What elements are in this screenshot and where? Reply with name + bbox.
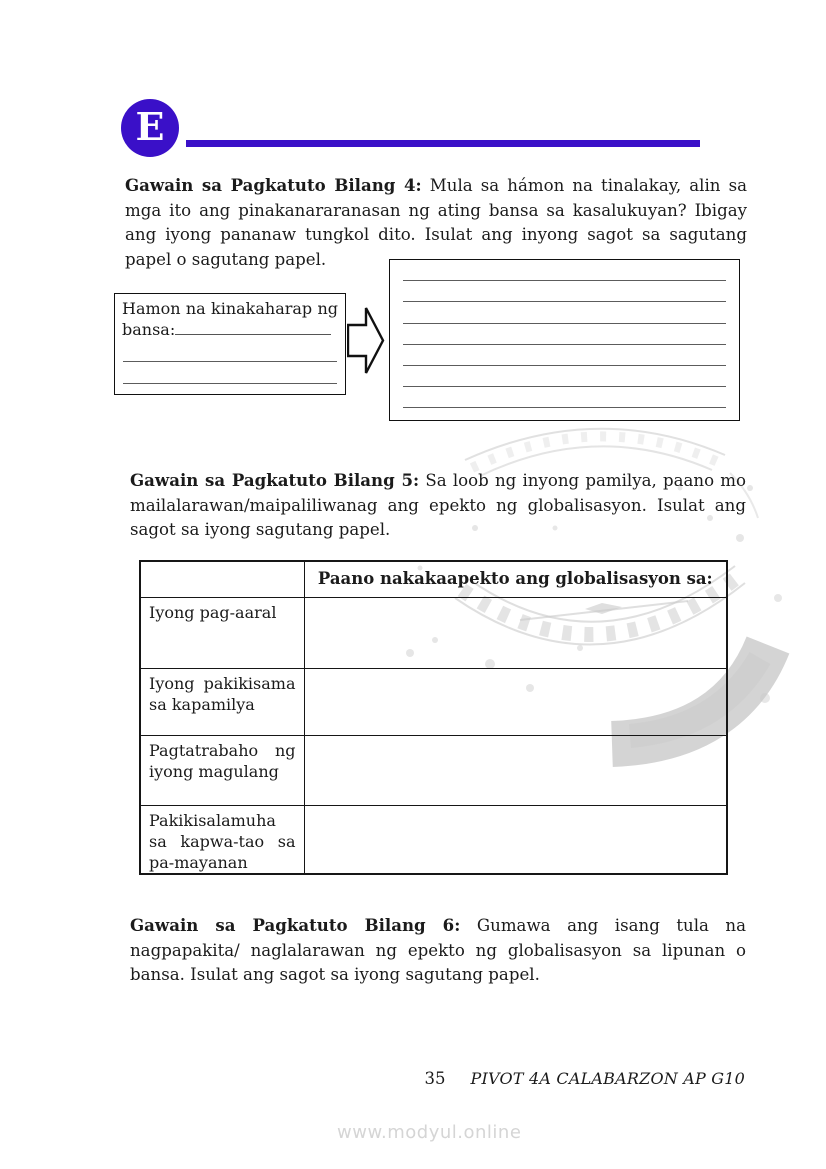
blank-answer-line <box>403 324 726 345</box>
impact-table <box>139 560 728 875</box>
table-header-cell: Paano nakakaapekto ang globalisasyon sa: <box>304 561 727 597</box>
activity-6-paragraph <box>130 913 746 988</box>
row-answer-cell <box>304 805 727 874</box>
activity-4-body: Mula sa hámon na tinalakay, alin sa mga ito ang pinakanararanasan ng ating bansa sa kasalukuyan? Ibigay ang iyong pananaw tungkol dito. Isulat ang inyong sagot sa sagutang papel o sagutang papel. <box>125 176 747 269</box>
activity-4-title: Gawain sa Pagkatuto Bilang 4: <box>125 175 422 195</box>
prompt-label: Hamon na kinakaharap ng bansa: <box>122 299 338 339</box>
blank-answer-line <box>403 281 726 302</box>
row-answer-cell <box>304 735 727 805</box>
right-arrow-icon <box>347 304 385 377</box>
answer-box <box>389 259 740 421</box>
answer-blank-lines <box>403 260 726 408</box>
prompt-blank-lines <box>122 340 338 384</box>
activity-6-title: Gawain sa Pagkatuto Bilang 6: <box>130 915 461 935</box>
activity-5-body: Sa loob ng inyong pamilya, paano mo mailalarawan/maipaliliwanag ang epekto ng globalisasyon. Isulat ang sagot sa iyong sagutang papel. <box>130 471 746 539</box>
row-answer-cell <box>304 597 727 668</box>
table-row <box>140 805 727 874</box>
header-rule <box>186 140 700 147</box>
module-footer-label: PIVOT 4A CALABARZON AP G10 <box>470 1069 745 1088</box>
blank-answer-line <box>403 260 726 281</box>
activity-6-body: Gumawa ang isang tula na nagpapakita/ naglalarawan ng epekto ng globalisasyon sa lipunan o bansa. Isulat ang sagot sa iyong sagutang papel. <box>130 916 747 984</box>
activity-4-paragraph <box>125 173 747 272</box>
row-label: Pagtatrabaho ng iyong magulang <box>140 735 304 805</box>
page-number: 35 <box>424 1069 446 1088</box>
table-row <box>140 597 727 668</box>
table-row <box>140 735 727 805</box>
blank-answer-line <box>403 345 726 366</box>
header-empty-cell <box>140 561 304 597</box>
row-label: Iyong pag-aaral <box>140 597 304 668</box>
section-badge <box>121 99 179 157</box>
blank-answer-line <box>403 302 726 323</box>
blank-answer-line <box>403 387 726 408</box>
activity-5-paragraph <box>130 468 746 543</box>
table-row <box>140 668 727 735</box>
blank-answer-line <box>123 362 337 384</box>
section-letter: E <box>135 104 165 149</box>
row-label: Iyong pakikisama sa kapamilya <box>140 668 304 735</box>
site-watermark: www.modyul.online <box>337 1122 522 1143</box>
blank-answer-line <box>123 340 337 362</box>
activity-5-title: Gawain sa Pagkatuto Bilang 5: <box>130 470 420 490</box>
inline-blank-line <box>175 321 331 335</box>
row-answer-cell <box>304 668 727 735</box>
challenge-prompt-box <box>114 293 346 395</box>
blank-answer-line <box>403 366 726 387</box>
row-label: Pakikisalamuha sa kapwa-tao sa pa-mayanan <box>140 805 304 874</box>
table-header-row <box>140 561 727 597</box>
